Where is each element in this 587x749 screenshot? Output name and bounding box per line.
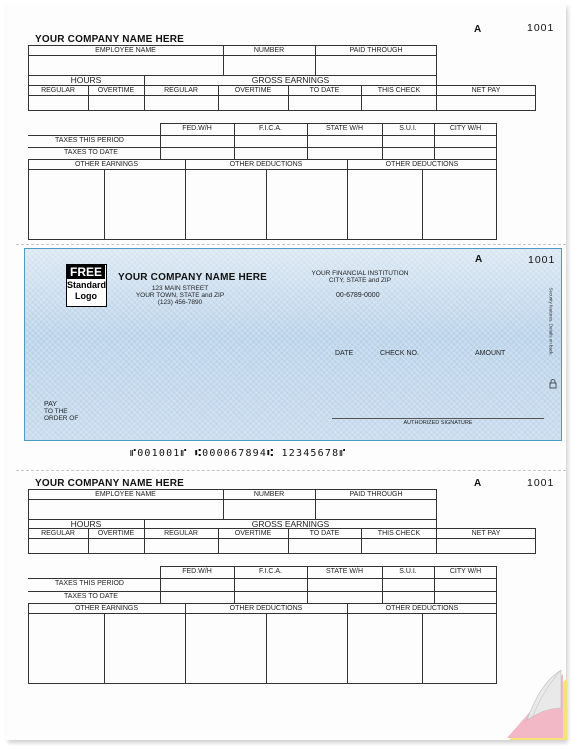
stub2-sui-header: S.U.I. [399, 568, 417, 575]
hours-header: HOURS [70, 75, 102, 85]
stub2-hours-regular-header: REGULAR [41, 530, 75, 537]
stub2-form-code: A [474, 478, 482, 489]
gross-regular-header: REGULAR [164, 87, 198, 94]
logo-logo-text: Logo [75, 291, 97, 301]
pay-label: PAY [44, 401, 57, 408]
authorized-signature-label: AUTHORIZED SIGNATURE [403, 420, 473, 426]
stub2-taxes-this-period-label: TAXES THIS PERIOD [55, 580, 124, 587]
page-curl-icon [505, 668, 567, 740]
stub2-this-check-header: THIS CHECK [377, 530, 421, 537]
logo-standard-text: Standard [67, 280, 107, 290]
logo-box [66, 264, 107, 307]
stub2-other-earnings-header: OTHER EARNINGS [74, 605, 138, 612]
stub2-paid-through-header: PAID THROUGH [349, 491, 403, 498]
perforation-bottom [16, 470, 566, 471]
company-phone: (123) 456-7890 [157, 299, 203, 306]
taxes-to-date-label: TAXES TO DATE [64, 149, 118, 156]
paid-through-header: PAID THROUGH [349, 47, 403, 54]
state-wh-header: STATE W/H [325, 125, 364, 132]
other-earnings-deductions-grid [28, 159, 497, 240]
stub2-other-deductions-header-1: OTHER DEDUCTIONS [229, 605, 303, 612]
perforation-top [16, 244, 566, 245]
stub2-hours-overtime-header: OVERTIME [97, 530, 135, 537]
stub2-number-header: NUMBER [253, 491, 285, 498]
stub2-net-pay-header: NET PAY [471, 530, 501, 537]
stub-check-number: 1001 [527, 22, 555, 34]
bank-city: CITY, STATE and ZIP [328, 277, 392, 284]
this-check-header: THIS CHECK [377, 87, 421, 94]
to-the-label: TO THE [44, 408, 68, 415]
bank-name: YOUR FINANCIAL INSTITUTION [311, 270, 409, 277]
taxes-this-period-label: TAXES THIS PERIOD [55, 137, 124, 144]
check-company-name: YOUR COMPANY NAME HERE [118, 272, 268, 283]
gross-earnings-header: GROSS EARNINGS [251, 75, 330, 85]
hours-regular-header: REGULAR [41, 87, 75, 94]
stub2-taxes-to-date-label: TAXES TO DATE [64, 593, 118, 600]
date-label: DATE [335, 350, 354, 357]
other-deductions-header-2: OTHER DEDUCTIONS [385, 161, 459, 168]
stub2-to-date-header: TO DATE [309, 530, 340, 537]
gross-overtime-header: OVERTIME [234, 87, 272, 94]
stub2-hours-header: HOURS [70, 519, 102, 529]
check-no-label: CHECK NO. [380, 350, 419, 357]
stub2-gross-regular-header: REGULAR [164, 530, 198, 537]
stub2-city-wh-header: CITY W/H [449, 568, 482, 575]
check-number: 1001 [528, 254, 556, 266]
stub2-other-deductions-header-2: OTHER DEDUCTIONS [385, 605, 459, 612]
check-face [24, 248, 562, 441]
sui-header: S.U.I. [399, 125, 417, 132]
routing-fraction: 00-6789-0000 [336, 292, 380, 299]
stub2-check-number: 1001 [527, 477, 555, 489]
amount-label: AMOUNT [475, 350, 506, 357]
hours-overtime-header: OVERTIME [97, 87, 135, 94]
padlock-icon [549, 379, 557, 389]
stub2-gross-overtime-header: OVERTIME [234, 530, 272, 537]
stub2-fica-header: F.I.C.A. [259, 568, 282, 575]
fica-header: F.I.C.A. [259, 125, 282, 132]
order-of-label: ORDER OF [44, 415, 79, 422]
fed-wh-header: FED.W/H [182, 125, 212, 132]
other-deductions-header-1: OTHER DEDUCTIONS [229, 161, 303, 168]
micr-line: ⑈001001⑈ ⑆000067894⑆ 12345678⑈ [130, 448, 347, 459]
logo-free-text: FREE [67, 265, 105, 279]
employee-name-header: EMPLOYEE NAME [95, 47, 156, 54]
to-date-header: TO DATE [309, 87, 340, 94]
city-wh-header: CITY W/H [449, 125, 482, 132]
signature-line [332, 418, 544, 419]
check-form-code: A [475, 254, 483, 265]
stub2-employee-name-header: EMPLOYEE NAME [95, 491, 156, 498]
stub2-fed-wh-header: FED.W/H [182, 568, 212, 575]
stub2-other-earnings-deductions-grid [28, 603, 497, 684]
company-address-1: 123 MAIN STREET [151, 285, 209, 292]
security-note: Security features. Details on back. [548, 287, 554, 356]
stub-form-code: A [474, 24, 482, 35]
other-earnings-header: OTHER EARNINGS [74, 161, 138, 168]
stub-company-name: YOUR COMPANY NAME HERE [35, 34, 185, 45]
number-header: NUMBER [253, 47, 285, 54]
stub2-gross-earnings-header: GROSS EARNINGS [251, 519, 330, 529]
stub2-state-wh-header: STATE W/H [325, 568, 364, 575]
stub2-company-name: YOUR COMPANY NAME HERE [35, 478, 185, 489]
company-address-2: YOUR TOWN, STATE and ZIP [135, 292, 225, 299]
net-pay-header: NET PAY [471, 87, 501, 94]
